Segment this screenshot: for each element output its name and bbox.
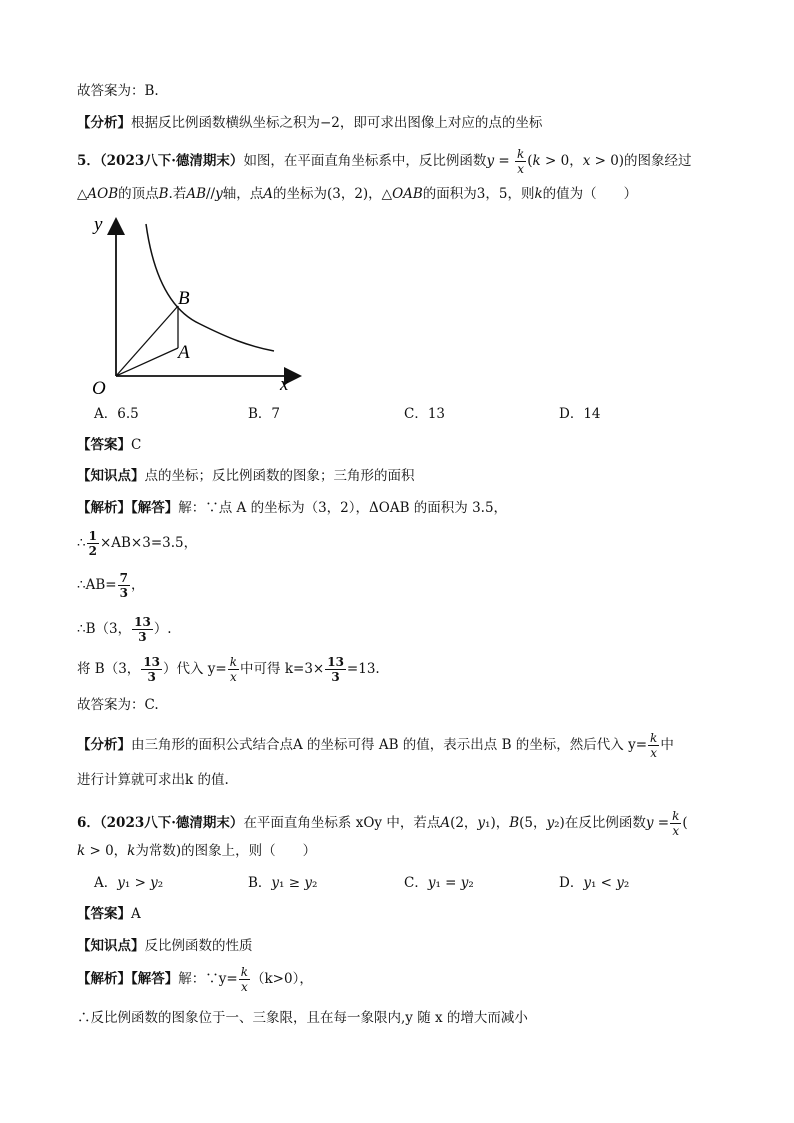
prev-answer-conclusion: 故答案为：B.	[77, 83, 159, 99]
q5-analysis-1: 【分析】由三角形的面积公式结合点A 的坐标可得 AB 的值，表示出点 B 的坐标，然后代入 y= $\frac{k}{x}$ 中	[77, 731, 674, 760]
q6-option-a[interactable]: A．𝑦₁ > 𝑦₂	[94, 875, 164, 891]
q6-option-b[interactable]: B．𝑦₁ ≥ 𝑦₂	[248, 875, 318, 891]
q6-solution-1: 【解析】【解答】解：∵y= $\frac{k}{x}$ （k>0），	[77, 965, 313, 994]
q5-option-b[interactable]: B．7	[248, 406, 281, 422]
q5-option-d[interactable]: D．14	[559, 406, 601, 422]
q5-stem-line2: △𝐴𝑂𝐵的顶点𝐵.若𝐴𝐵//𝑦轴，点𝐴的坐标为(3，2)，△𝑂𝐴𝐵的面积为3，5，则𝑘的值为（ ）	[77, 186, 638, 202]
segment-oa	[116, 348, 178, 376]
q5-source: （2023八下·德清期末）	[99, 153, 244, 169]
q6-answer: 【答案】A	[77, 906, 141, 922]
q6-stem-line1: 6．（2023八下·德清期末）在平面直角坐标系 xOy 中，若点𝐴(2，𝑦₁)，𝐵(5，𝑦₂)在反比例函数𝑦 = $\frac{k}{x}$ (	[77, 809, 688, 838]
y-axis-label: y	[94, 214, 103, 235]
fraction-k-over-x: $\frac{k}{x}$	[516, 147, 525, 176]
q5-solution-1: 【解析】【解答】解：∵点 A 的坐标为（3，2），ΔOAB 的面积为 3.5，	[77, 500, 508, 516]
q5-solution-5: 将 B（3， $\frac{13}{3}$ ）代入 y= $\frac{k}{x}$ 中可得 k=3× $\frac{13}{3}$ =13.	[77, 655, 380, 684]
analysis-tag: 【分析】	[77, 115, 131, 131]
q5-knowledge: 【知识点】点的坐标；反比例函数的图象；三角形的面积	[77, 468, 415, 484]
q6-stem-line2: 𝑘 > 0，𝑘为常数)的图象上，则（ ）	[77, 843, 317, 859]
q6-option-c[interactable]: C．𝑦₁ = 𝑦₂	[404, 875, 474, 891]
x-axis-label: x	[280, 374, 289, 395]
q6-option-d[interactable]: D．𝑦₁ < 𝑦₂	[559, 875, 630, 891]
q5-solution-3: ∴AB= $\frac{7}{3}$ ，	[77, 571, 145, 600]
q5-solution-4: ∴B（3， $\frac{13}{3}$ ）.	[77, 615, 172, 644]
q5-answer: 【答案】C	[77, 437, 142, 453]
prev-analysis	[77, 113, 542, 133]
q5-analysis-2: 进行计算就可求出k 的值.	[77, 772, 229, 788]
q5-option-c[interactable]: C．13	[404, 406, 446, 422]
q5-conclusion: 故答案为：C.	[77, 697, 159, 713]
q5-number: 5．	[77, 153, 100, 169]
q6-knowledge: 【知识点】反比例函数的性质	[77, 938, 253, 954]
point-b-label: B	[178, 288, 190, 309]
q5-stem-line1: 5．（2023八下·德清期末）如图，在平面直角坐标系中，反比例函数y = $\frac{k}{x}$ (𝑘 > 0，𝑥 > 0)的图象经过	[77, 147, 692, 176]
q5-stem-b: (𝑘 > 0，𝑥 > 0)的图象经过	[527, 153, 692, 169]
point-a-label: A	[178, 342, 190, 363]
q5-stem-a: 如图，在平面直角坐标系中，反比例函数	[243, 153, 487, 169]
analysis-text: 根据反比例函数横纵坐标之积为−2，即可求出图像上对应的点的坐标	[131, 115, 543, 131]
q5-option-a[interactable]: A．6.5	[94, 406, 139, 422]
origin-label: O	[92, 378, 106, 397]
segment-ob	[116, 306, 178, 376]
q5-solution-2: ∴ $\frac{1}{2}$ ×AB×3=3.5，	[77, 529, 198, 558]
q6-solution-2: ∴反比例函数的图象位于一、三象限，且在每一象限内,y 随 x 的增大而减小	[77, 1010, 528, 1026]
hyperbola-curve	[146, 224, 274, 351]
q5-figure	[88, 212, 308, 397]
